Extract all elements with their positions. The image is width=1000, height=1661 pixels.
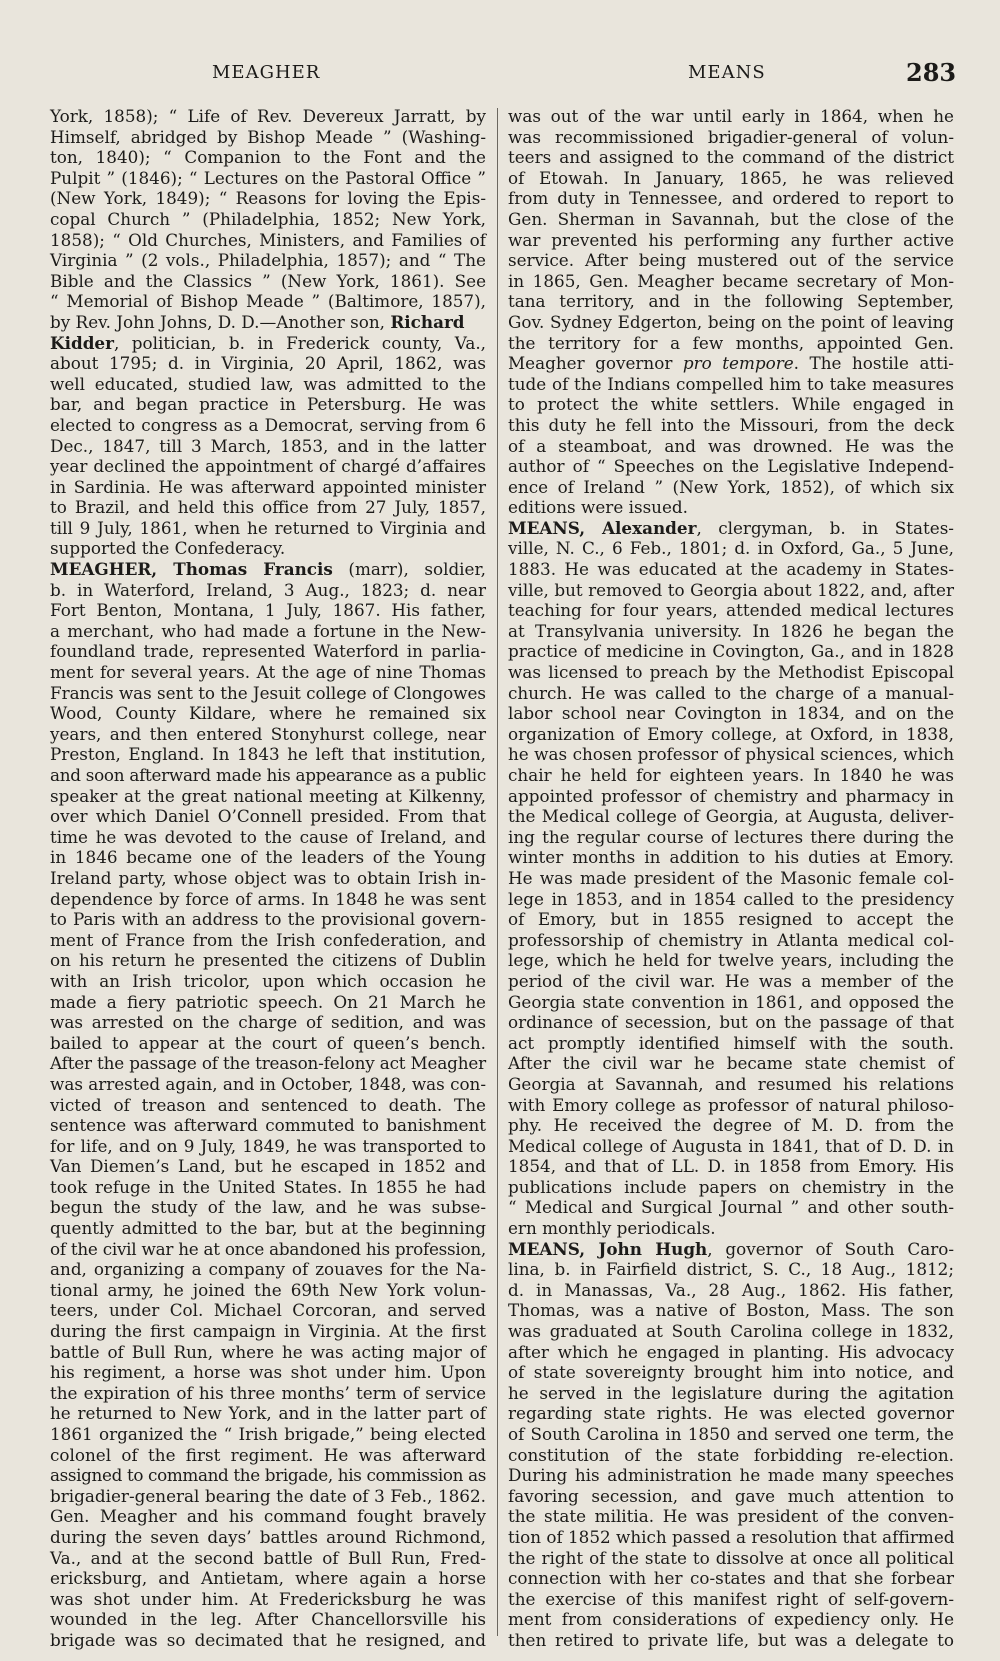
text-line: During his administration he made many speeches [508,1465,954,1486]
text-line: of a steamboat, and was drowned. He was the [508,435,954,456]
text-line: the right of the state to dissolve at once all political [508,1547,954,1568]
text-line: Francis was sent to the Jesuit college of Clongowes [50,682,486,703]
text-line: about 1795; d. in Virginia, 20 April, 1862, was [50,353,486,374]
text-line: service. After being mustered out of the service [508,250,954,271]
text-line: to protect the white settlers. While engaged in [508,394,954,415]
text-line: tude of the Indians compelled him to take measures [508,373,954,394]
bold-heading: Richard [390,311,465,332]
text-line: was out of the war until early in 1864, when he [508,106,954,126]
text-line: was arrested on the charge of sedition, and was [50,1012,486,1033]
text-line: Himself, abridged by Bishop Meade ” (Washing- [50,126,486,147]
text-line: years, and then entered Stonyhurst college, near [50,723,486,744]
text-line: “ Memorial of Bishop Meade ” (Baltimore, 1857), [50,291,486,312]
text-line: to Paris with an address to the provisional govern- [50,909,486,930]
text-line: Fort Benton, Montana, 1 July, 1867. His father, [50,600,486,621]
text-line: tana territory, and in the following September, [508,291,954,312]
text-line: the territory for a few months, appointed Gen. [508,332,954,353]
text-line: in 1846 became one of the leaders of the Young [50,847,486,868]
text-line: ordinance of secession, but on the passage of that [508,1012,954,1033]
text-line: after which he engaged in planting. His advocacy [508,1341,954,1362]
text-line: 1883. He was educated at the academy in States- [508,559,954,580]
text-line: was shot under him. At Fredericksburg he was [50,1588,486,1609]
text-line: war prevented his performing any further active [508,229,954,250]
left-column [50,106,486,1650]
text-line: of state sovereignty brought him into notice, and [508,1362,954,1383]
bold-heading: MEAGHER, Thomas Francis [50,559,333,580]
text-line: the state militia. He was president of the conven- [508,1506,954,1527]
text-line: Thomas, was a native of Boston, Mass. The son [508,1300,954,1321]
text-line: regarding state rights. He was elected governor [508,1403,954,1424]
text-line: Gen. Sherman in Savannah, but the close of the [508,208,954,229]
text-line: colonel of the first regiment. He was afterward [50,1444,486,1465]
text-line: MEANS, John Hugh, governor of South Caro- [508,1238,954,1259]
text-line: Georgia at Savannah, and resumed his relations [508,1073,954,1094]
running-header [0,58,1000,92]
text-line: in 1865, Gen. Meagher became secretary of Mon- [508,270,954,291]
text-line: the Medical college of Georgia, at Augusta, deliver- [508,806,954,827]
text-line: ville, but removed to Georgia about 1822, and, after [508,579,954,600]
text-line: author of “ Speeches on the Legislative Independ- [508,456,954,477]
text-line: of Emory, but in 1855 resigned to accept the [508,909,954,930]
text-line: Dec., 1847, till 3 March, 1853, and in the latter [50,435,486,456]
text-line: period of the civil war. He was a member of the [508,970,954,991]
bold-heading: MEANS, Alexander [508,517,697,538]
text-line: tion of 1852 which passed a resolution that affirmed [508,1526,955,1547]
text-line: of the civil war he at once abandoned his profession, [50,1238,486,1259]
text-line: time he was devoted to the cause of Ireland, and [50,826,486,847]
text-line: ment of France from the Irish confederation, and [50,929,486,950]
text-line: After the civil war he became state chemist of [508,1053,954,1074]
text-line: during the seven days’ battles around Richmond, [50,1526,486,1547]
page-number: 283 [906,58,957,87]
text-line: act promptly identified himself with the south. [508,1032,954,1053]
text-line: over which Daniel O’Connell presided. From that [50,806,486,827]
text-line: ericksburg, and Antietam, where again a horse [50,1568,486,1589]
text-line: connection with her co-states and that she forbear [508,1568,954,1589]
text-line: he served in the legislature during the agitation [508,1382,954,1403]
text-line: phy. He received the degree of M. D. from the [508,1115,954,1136]
text-line: begun the study of the law, and he was subse- [50,1197,486,1218]
text-line: “ Medical and Surgical Journal ” and other south- [508,1197,954,1218]
text-line: Van Diemen’s Land, but he escaped in 1852 and [50,1156,486,1177]
text-line: After the passage of the treason-felony act Meagher [50,1053,486,1074]
text-line: sentence was afterward commuted to banishment [50,1115,486,1136]
text-line: copal Church ” (Philadelphia, 1852; New York, [50,208,486,229]
text-line: ment from considerations of expediency only. He [508,1609,954,1630]
text-line: assigned to command the brigade, his commission as [50,1465,486,1486]
text-line: with an Irish tricolor, upon which occasion he [50,970,486,991]
text-line: Virginia ” (2 vols., Philadelphia, 1857); and “ The [50,250,486,271]
text-line: MEAGHER, Thomas Francis (marr), soldier, [50,559,486,580]
text-line: ing the regular course of lectures there during the [508,826,954,847]
text-line: d. in Manassas, Va., 28 Aug., 1862. His father, [508,1279,954,1300]
text-line: Preston, England. In 1843 he left that institution, [50,744,486,765]
text-line: Meagher governor pro tempore. The hostile atti- [508,353,954,374]
text-line: ment for several years. At the age of nine Thomas [50,662,486,683]
text-line: well educated, studied law, was admitted to the [50,373,486,394]
text-line: bailed to appear at the court of queen’s bench. [50,1032,486,1053]
text-line: lina, b. in Fairfield district, S. C., 18 Aug., 1812; [508,1259,954,1280]
text-line: dependence by force of arms. In 1848 he was sent [50,888,486,909]
text-line: for life, and on 9 July, 1849, he was transported to [50,1135,486,1156]
text-line: supported the Confederacy. [50,538,286,559]
text-line: battle of Bull Run, where he was acting major of [50,1341,486,1362]
text-line: teaching for four years, attended medical lectures [508,600,954,621]
text-line: of Etowah. In January, 1865, he was relieved [508,167,954,188]
text-line: teers, under Col. Michael Corcoran, and served [50,1300,486,1321]
text-line: to Brazil, and held this office from 27 July, 1857, [50,497,486,518]
text-line: on his return he presented the citizens of Dublin [50,950,486,971]
header-left-word: MEAGHER [212,62,321,83]
text-line: 1858); “ Old Churches, Ministers, and Families of [50,229,486,250]
text-line: with Emory college as professor of natural philoso- [508,1094,954,1115]
text-line: till 9 July, 1861, when he returned to Virginia and [50,517,486,538]
text-line: the expiration of his three months’ term of service [50,1382,486,1403]
italic-phrase: pro tempore [682,353,794,374]
bold-heading: Kidder [50,332,114,353]
text-line: he returned to New York, and in the latter part of [50,1403,486,1424]
text-line: ern monthly periodicals. [508,1218,716,1239]
text-line: ville, N. C., 6 Feb., 1801; d. in Oxford, Ga., 5 June, [508,538,954,559]
text-line: Gen. Meagher and his command fought bravely [50,1506,486,1527]
text-line: victed of treason and sentenced to death. The [50,1094,486,1115]
text-line: this duty he fell into the Missouri, from the deck [508,414,954,435]
text-line: Ireland party, whose object was to obtain Irish in- [50,867,486,888]
text-line: Georgia state convention in 1861, and opposed the [508,991,954,1012]
text-line: ence of Ireland ” (New York, 1852), of which six [508,476,954,497]
text-line: winter months in addition to his duties at Emory. [508,847,954,868]
text-line: and soon afterward made his appearance as a public [50,765,486,785]
text-line: brigade was so decimated that he resigned, and [50,1629,486,1650]
text-line: 1861 organized the “ Irish brigade,” being elected [50,1424,486,1444]
text-line: his regiment, a horse was shot under him. Upon [50,1362,486,1383]
text-line: in Sardinia. He was afterward appointed minister [50,476,486,497]
text-line: year declined the appointment of chargé d’affaires [50,456,486,477]
text-line: made a fiery patriotic speech. On 21 March he [50,991,486,1012]
text-line: favoring secession, and gave much attention to [508,1485,954,1506]
text-line: he was chosen professor of physical sciences, which [508,744,954,765]
text-line: then retired to private life, but was a delegate to [508,1629,954,1650]
text-line: wounded in the leg. After Chancellorsville his [50,1609,486,1630]
text-line: speaker at the great national meeting at Kilkenny, [50,785,486,806]
text-line: tional army, he joined the 69th New York volun- [50,1279,486,1300]
text-line: brigadier-general bearing the date of 3 Feb., 1862. [50,1485,486,1506]
text-line: Kidder, politician, b. in Frederick county, Va., [50,332,486,353]
text-line: quently admitted to the bar, but at the beginning [50,1218,486,1239]
text-line: was recommissioned brigadier-general of volun- [508,126,954,147]
text-line: lege, which he held for twelve years, including the [508,950,954,971]
text-line: from duty in Tennessee, and ordered to report to [508,188,954,209]
text-line: labor school near Covington in 1834, and on the [508,703,954,724]
text-line: practice of medicine in Covington, Ga., and in 1828 [508,641,954,662]
text-line: was graduated at South Carolina college in 1832, [508,1321,954,1342]
text-line: a merchant, who had made a fortune in the New- [50,620,486,641]
text-line: by Rev. John Johns, D. D.—Another son, Richard [50,311,465,332]
text-line: took refuge in the United States. In 1855 he had [50,1176,486,1197]
text-line: bar, and began practice in Petersburg. He was [50,394,486,415]
text-line: church. He was called to the charge of a manual- [508,682,954,703]
text-line: Va., and at the second battle of Bull Run, Fred- [50,1547,486,1568]
text-line: constitution of the state forbidding re-election. [508,1444,954,1465]
text-line: Pulpit ” (1846); “ Lectures on the Pastoral Office ” [50,167,486,188]
text-line: of South Carolina in 1850 and served one term, the [508,1424,954,1444]
text-line: editions were issued. [508,497,688,518]
text-line: Wood, County Kildare, where he remained six [50,703,486,724]
text-line: elected to congress as a Democrat, serving from 6 [50,414,486,435]
text-line: at Transylvania university. In 1826 he began the [508,620,954,641]
text-line: appointed professor of chemistry and pharmacy in [508,785,954,806]
bold-heading: MEANS, John Hugh [508,1238,708,1259]
text-line: Gov. Sydney Edgerton, being on the point of leaving [508,311,954,332]
text-line: foundland trade, represented Waterford in parlia- [50,641,486,662]
text-line: 1854, and that of LL. D. in 1858 from Emory. His [508,1156,954,1177]
text-line: the exercise of this manifest right of self-govern- [508,1588,954,1609]
text-line: b. in Waterford, Ireland, 3 Aug., 1823; d. near [50,579,486,600]
text-line: publications include papers on chemistry in the [508,1176,954,1197]
column-divider [497,108,498,1636]
right-column [508,106,955,1650]
text-line: Medical college of Augusta in 1841, that of D. D. in [508,1135,954,1156]
text-line: organization of Emory college, at Oxford, in 1838, [508,723,954,744]
text-line: was arrested again, and in October, 1848, was con- [50,1073,486,1094]
text-line: professorship of chemistry in Atlanta medical col- [508,929,954,950]
text-line: was licensed to preach by the Methodist Episcopal [508,662,954,683]
text-line: teers and assigned to the command of the district [508,147,954,168]
text-line: and, organizing a company of zouaves for the Na- [50,1259,486,1280]
text-line: ton, 1840); “ Companion to the Font and the [50,147,486,168]
header-right-word: MEANS [688,62,766,83]
text-line: MEANS, Alexander, clergyman, b. in States- [508,517,954,538]
text-line: lege in 1853, and in 1854 called to the presidency [508,888,954,909]
text-line: chair he held for eighteen years. In 1840 he was [508,765,954,785]
text-line: Bible and the Classics ” (New York, 1861). See [50,270,486,291]
text-line: during the first campaign in Virginia. At the first [50,1321,486,1342]
text-line: He was made president of the Masonic female col- [508,867,954,888]
text-line: (New York, 1849); “ Reasons for loving the Epis- [50,188,486,209]
text-line: York, 1858); “ Life of Rev. Devereux Jarratt, by [50,106,486,126]
